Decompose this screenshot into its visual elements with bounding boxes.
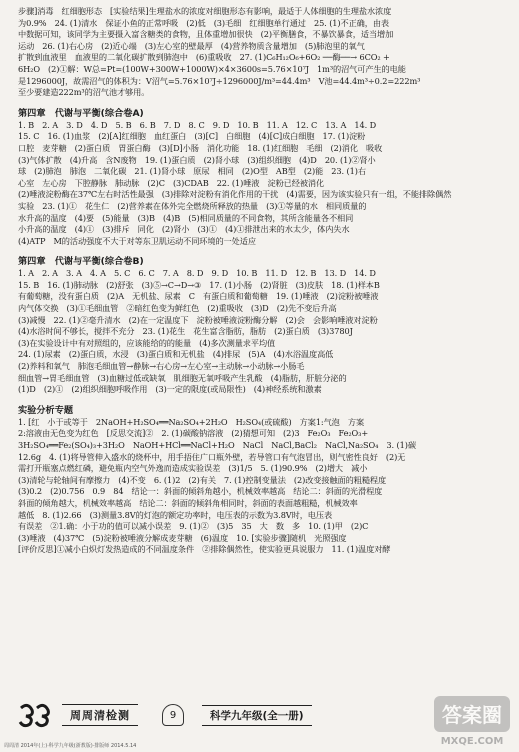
answer-line: 15. B 16. (1)肺动脉 (2)舒张 (3)⑤→C→D→③ 17. (1)小肠 (2)肾脏 (3)皮肤 18. (1)样本B — [18, 279, 380, 290]
answer-line: (3)在实验设计中有对照组的，应该能给的的能量 (4)多次测量求平均值 — [18, 337, 276, 348]
section-a-answers — [18, 120, 506, 248]
section-b-answers — [18, 268, 506, 396]
answer-line: 有误差 ②1.确：小于功的值可以减小误差 9. (1)② (3)5 35 大 数 多 10. (1)甲 (2)C — [18, 521, 369, 532]
answer-line: (1)D (2)① (2)组织细胞呼吸作用 (3)一定的限度(或局限性) (4)神经系统和激素 — [18, 384, 322, 395]
answer-line: 水升高的温度 (4)要 (5)能量 (3)B (4)B (5)相同质量的不同食物，其所含能量各不相同 — [18, 212, 354, 223]
answer-line: (3)0.2 (2)0.756 0.9 84 结论一：斜面的倾斜角越小，机械效率越高 结论二：斜面的光滑程度 — [18, 486, 383, 497]
answer-line: 步骤]消毒 红细胞形态 [实验结果]生理盐水的浓度对细胞形态有影响，最适于人体细胞的生理盐水浓度 — [18, 6, 392, 16]
section-c-answers — [18, 417, 506, 556]
watermark-text: 答案圈 — [442, 703, 502, 727]
series-name: 周周清检测 — [62, 704, 138, 726]
answer-line: 需打开瓶塞点燃红磷，避免瓶内空气外逸而造成实验误差 (3)1/5 5. (1)90.9% (2)增大 减小 — [18, 463, 368, 474]
answer-line: 3H₂SO₄══Fe₂(SO₄)₃+3H₂O NaOH+HCl══NaCl+H₂O NaCl NaCl,BaCl₂ NaCl,Na₂SO₄ 3. (1)碳 — [18, 440, 416, 450]
answer-line: 6H₂O (2)①解：W总=Pt=(100W+300W+1000W)×4×3600s=5.76×10⁷J 1m³的沼气可产生的电能 — [18, 63, 406, 74]
answer-line: 是1296000J，故需沼气的体积为：V沼气=5.76×10⁷J÷1296000J/m³=44.4m³ V池=44.4m³÷0.2=222m³ — [18, 75, 421, 86]
answer-line: 越低 8. (1)2.66 (3)测量3.8V的灯泡的额定功率时，电压表的示数为3.8V时，电压表 — [18, 509, 333, 520]
answer-line: 中数据可知，该同学为主要摄入富含糖类的食物，且体重增加很快 (2)平衡膳食，不暴饮暴食，适当增加 — [18, 29, 394, 40]
answer-line: 细血管→胃毛细血管 (3)血糖过低或缺氧 肌细胞无氧呼吸产生乳酸 (4)脂肪，肝脏分泌的 — [18, 372, 347, 383]
answer-line: (2)唾液淀粉酶在37℃左右时活性最强 (3)排除对淀粉有消化作用的干扰 (4)需要，因为该实验只有一组，不能排除偶然 — [18, 189, 452, 200]
page-number: 9 — [162, 704, 184, 726]
answer-page — [18, 6, 506, 556]
section-b-title: 第四章 代谢与平衡(综合卷B) — [18, 256, 144, 268]
answer-line: 1. A 2. A 3. A 4. A 5. C 6. C 7. A 8. D 9. D 10. B 11. D 12. B 13. D 14. D — [18, 268, 376, 279]
answer-line: 小升高的温度 (4)① (3)排斥 同化 (2)肾小 (3)① (4)①排泄出来的水太少，体内失水 — [18, 224, 350, 235]
answer-line: 斜面的倾角越大，机械效率越高 结论二：斜面的倾斜角相同时，斜面的表面越粗糙，机械效率 — [18, 497, 358, 508]
answer-line: 有葡萄糖，没有蛋白质 (2)A 无机盐、尿素 C 有蛋白质和葡萄糖 19. (1)唾液 (2)淀粉被唾液 — [18, 291, 379, 302]
answer-line: [评价反思]①减小白炽灯发热造成的不同温度条件 ②排除偶然性，使实验更具说服力 11. (1)温度对酵 — [18, 544, 391, 555]
answer-line: (4)ATP M的活动强度不大于对等东卫肌运动不同环境的一处适应 — [18, 235, 256, 246]
subject-label: 科学九年级(全一册) — [202, 705, 312, 726]
print-imprint: 周周清 2014年(上)·科学九年级(浙教版)·排版师 2014.5.14 — [4, 743, 137, 749]
section-c-title: 实验分析专题 — [18, 404, 74, 416]
answer-line: 15. C 16. (1)血浆 (2)[A]红细胞 血红蛋白 (3)[C] 白细胞 (4)[C]成白细胞 17. (1)淀粉 — [18, 131, 366, 142]
answer-line: 2:溶液由无色变为红色 [反思交流]② 2. (1)碳酸钠溶液 (2)猜想可知 (2)3 Fe₂O₃ Fe₂O₃+ — [18, 428, 369, 439]
watermark-url: MXQE.COM — [440, 736, 504, 747]
watermark-logo — [432, 692, 512, 748]
answer-line: 为0.9% 24. (1)清水 保证小鱼的正常呼吸 (2)低 (3)毛细 红细胞单行通过 25. (1)不正确，由表 — [18, 17, 390, 28]
answer-line: 口腔 麦芽糖 (2)蛋白质 胃蛋白酶 (3)[D]小肠 消化功能 18. (1)红细胞 毛细 (2)消化 吸收 — [18, 142, 383, 153]
answer-line: (3)清轮与轮轴间有摩擦力 (4)不变 6. (1)2 (2)有关 7. (1)控制变量法 (2)改变接触面的粗糙程度 — [18, 474, 387, 485]
answer-line: 12.6g 4. (1)将导管伸入盛水的烧杯中，用手捂住广口瓶外壁，若导管口有气泡冒出，则气密性良好 (2)无 — [18, 451, 406, 462]
answer-line: 内气体交换 (3)①毛细血管 ②暗红色变为鲜红色 (2)重吸收 (3)D (2)先不变后升高 — [18, 303, 337, 314]
answer-line: (3)气体扩散 (4)升高 含N废物 19. (1)蛋白质 (2)肾小球 (3)组织细胞 (4)D 20. (1)②肾小 — [18, 154, 376, 165]
answer-line: 1. [红 小于或等于 2NaOH+H₂SO₄══Na₂SO₄+2H₂O H₂SO₄(或硫酸) 方案1:气泡 方案 — [18, 416, 365, 427]
answer-line: (3)减慢 22. (1)②毫升清水 (2)在一定温度下 淀粉被唾液淀粉酶分解 (2)会 会影响唾液对淀粉 — [18, 314, 378, 325]
answer-line: 实验 23. (1)① 花生仁 (2)营养素在体外完全燃烧所释放的热量 (3)①等量的水 相同质量的 — [18, 200, 367, 211]
answer-line: 24. (1)尿素 (2)蛋白质，水浸 (3)蛋白质和无机盐 (4)排尿 (5)A (4)水浴温度高低 — [18, 349, 334, 360]
top-answers-block — [18, 6, 506, 99]
answer-line: 扩散到血液里 血液里的二氧化碳扩散到肺泡中 (6)重吸收 27. (1)C₆H₁₂O₆+6O₂ ──酶──→ 6CO₂ + — [18, 52, 390, 63]
series-logo-icon — [18, 702, 56, 728]
answer-line: (4)水浴时间不够长，搅拌不充分 23. (1)花生 花生富含脂肪，脂肪 (2)蛋白质 (3)3780J — [18, 326, 353, 337]
answer-line: 运动 26. (1)右心房 (2)近心端 (3)左心室的壁最厚 (4)营养物质含量增加 (5)肺泡里的氧气 — [18, 40, 365, 51]
section-a-title: 第四章 代谢与平衡(综合卷A) — [18, 107, 144, 119]
answer-line: (2)养料和氧气 肺泡毛细血管→静脉→右心房→左心室→主动脉→小动脉→小肠毛 — [18, 361, 305, 372]
answer-line: (3)唾液 (4)37℃ (5)淀粉被唾液分解成麦芽糖 (6)温度 10. [实验步骤]随机 光照强度 — [18, 532, 347, 543]
answer-line: 球 (2)肺泡 肺泡 二氧化碳 21. (1)肾小球 原尿 相同 (2)O型 AB型 (2)能 23. (1)右 — [18, 166, 366, 177]
answer-line: 1. B 2. A 3. D 4. D 5. B 6. B 7. D 8. C 9. D 10. B 11. A 12. C 13. A 14. D — [18, 119, 377, 130]
answer-line: 至少要建造222m³的沼气池才够用。 — [18, 87, 150, 98]
answer-line: 心室 左心房 下腔静脉 肺动脉 (2)C (3)CDAB 22. (1)唾液 淀粉已经被消化 — [18, 177, 325, 188]
